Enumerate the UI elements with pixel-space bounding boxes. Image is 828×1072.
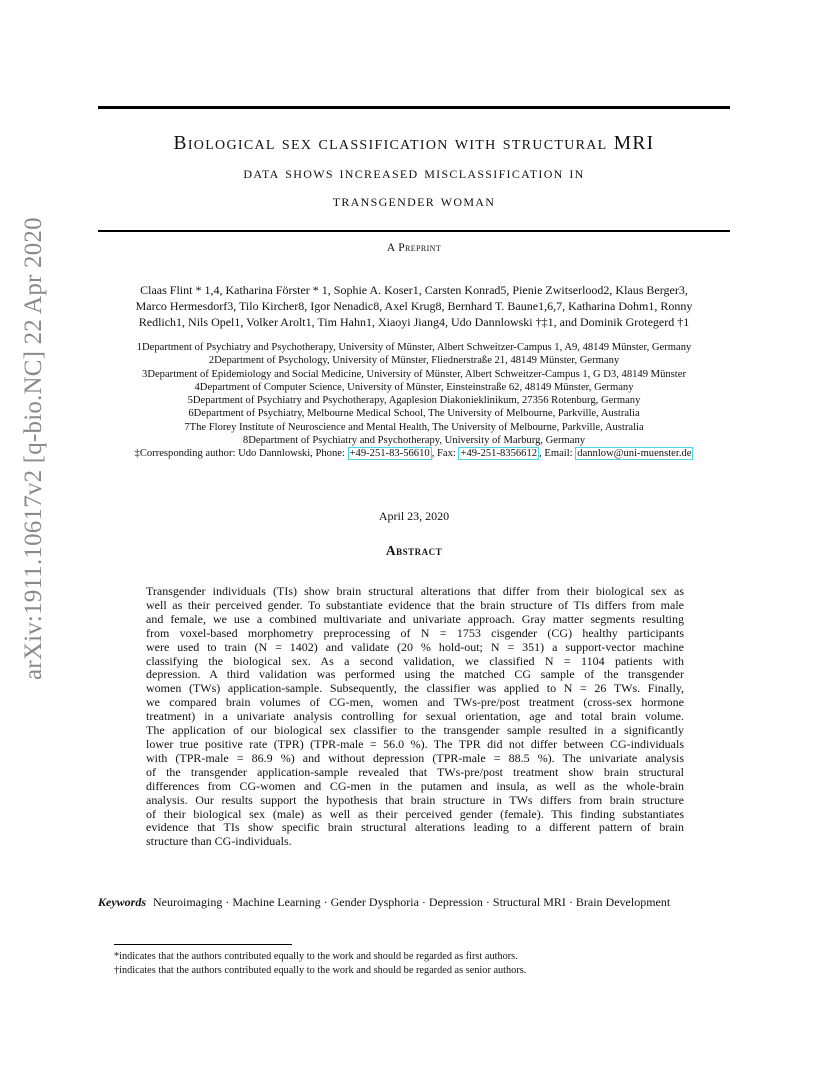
abstract-line: well as their perceived gender. To substantiate evidence that the brain structure of TIs differs from male xyxy=(146,597,684,612)
fax-label: , Fax: xyxy=(431,448,459,460)
abstract-line: lower true positive rate (TPR) (TPR-male = 56.0 %). The TPR did not differ between CG-individuals xyxy=(146,736,684,751)
keywords-label: Keywords xyxy=(98,895,146,909)
affiliation-line: 5Department of Psychiatry and Psychotherapy, Agaplesion Diakonieklinikum, 27356 Rotenburg, Germany xyxy=(187,395,641,407)
affiliation-list xyxy=(98,341,730,461)
abstract-line: analysis. Our results support the hypothesis that brain structure in TWs differs from brain structure xyxy=(146,792,684,807)
abstract-line: classifying the biological sex. As a second validation, we classified N = 1104 patients with xyxy=(146,653,684,668)
title-bottom-rule xyxy=(98,230,730,232)
abstract-line: we compared brain volumes of CG-men, women and TWs-pre/post treatment (cross-sex hormone xyxy=(146,695,684,710)
footnote-rule xyxy=(114,944,292,945)
keywords xyxy=(98,895,738,910)
abstract-line: evidence that TIs show specific brain structural alterations leading to a different pattern of brain xyxy=(146,820,684,835)
abstract-line: differences from CG-women and CG-men in the putamen and insula, as well as the whole-brain xyxy=(146,778,684,793)
footnotes xyxy=(114,950,714,978)
title-line: data shows increased misclassification in xyxy=(243,162,585,182)
corresponding-prefix: ‡Corresponding author: Udo Dannlowski, Phone: xyxy=(134,448,348,460)
author-line: Marco Hermesdorf3, Tilo Kircher8, Igor Nenadic8, Axel Krug8, Bernhard T. Baune1,6,7, Katharina Dohm1, Ronny xyxy=(135,299,693,313)
preprint-label: A Preprint xyxy=(386,242,442,254)
abstract-line: structure than CG-individuals. xyxy=(146,834,292,849)
abstract-line: from voxel-based morphometry preprocessing of N = 1753 cisgender (CG) healthy participants xyxy=(146,625,684,640)
abstract-body xyxy=(146,585,684,849)
email-link[interactable]: dannlow@uni-muenster.de xyxy=(577,448,692,460)
affiliation-line: 3Department of Epidemiology and Social Medicine, University of Münster, Albert Schweitzer-Campus 1, G D3, 48149 Münster xyxy=(142,368,686,380)
email-label: , Email: xyxy=(539,448,576,460)
abstract-line: women (TWs) application-sample. Subsequently, the classifier was applied to N = 26 TWs. Finally, xyxy=(146,681,684,696)
abstract-line: treatment) in a univariate analysis controlling for sexual orientation, age and total brain volume. xyxy=(146,709,684,724)
paper-title xyxy=(98,130,730,214)
footnote: †indicates that the authors contributed equally to the work and should be regarded as senior authors. xyxy=(114,965,527,976)
abstract-line: of the transgender application-sample revealed that TWs-pre/post treatment show brain structural xyxy=(146,764,684,779)
title-top-rule xyxy=(98,106,730,109)
fax-link[interactable]: +49-251-8356612 xyxy=(460,448,538,460)
keywords-text: Neuroimaging · Machine Learning · Gender Dysphoria · Depression · Structural MRI · Brain Development xyxy=(153,895,671,909)
abstract-line: Transgender individuals (TIs) show brain structural alterations that differ from their biological sex as xyxy=(146,584,684,598)
abstract-line: were used to train (N = 1402) and validate (20 % hold-out; N = 351) a support-vector machine xyxy=(146,639,684,654)
corresponding-author-line xyxy=(98,447,730,460)
affiliation-line: 2Department of Psychology, University of Münster, Fliednerstraße 21, 48149 Münster, Germany xyxy=(208,355,620,367)
title-line: Biological sex classification with structural MRI xyxy=(173,133,655,154)
arxiv-identifier: arXiv:1911.10617v2 [q-bio.NC] 22 Apr 2020 xyxy=(20,217,47,680)
author-list xyxy=(98,282,730,330)
author-line: Claas Flint * 1,4, Katharina Förster * 1, Sophie A. Koser1, Carsten Konrad5, Pienie Zwitserlood2, Klaus Berger3, xyxy=(140,283,688,297)
affiliation-line: 7The Florey Institute of Neuroscience and Mental Health, The University of Melbourne, Parkville, Australia xyxy=(184,421,644,433)
publication-date: April 23, 2020 xyxy=(378,509,450,523)
affiliation-line: 8Department of Psychiatry and Psychotherapy, University of Marburg, Germany xyxy=(242,435,586,447)
abstract-heading: Abstract xyxy=(385,543,443,558)
phone-link[interactable]: +49-251-83-56610 xyxy=(349,448,430,460)
abstract-line: with (TPR-male = 86.9 %) and without depression (TPR-male = 88.5 %). The univariate analysis xyxy=(146,750,684,765)
abstract-line: depression. A third validation was performed using the matched CG sample of the transgender xyxy=(146,667,684,682)
affiliation-line: 1Department of Psychiatry and Psychotherapy, University of Münster, Albert Schweitzer-Campus 1, A9, 48149 Münster, Germany xyxy=(136,342,692,353)
author-line: Redlich1, Nils Opel1, Volker Arolt1, Tim Hahn1, Xiaoyi Jiang4, Udo Dannlowski †‡1, and Dominik Grotegerd †1 xyxy=(138,315,690,329)
footnote: *indicates that the authors contributed equally to the work and should be regarded as first authors. xyxy=(114,951,518,962)
title-line: transgender woman xyxy=(332,190,496,210)
affiliation-line: 6Department of Psychiatry, Melbourne Medical School, The University of Melbourne, Parkville, Australia xyxy=(188,408,640,420)
abstract-line: The application of our biological sex classifier to the transgender sample resulted in a significantly xyxy=(146,723,684,738)
abstract-line: of their biological sex (male) as well as their perceived gender (female). This finding substantiates xyxy=(146,806,684,821)
abstract-line: and female, we use a combined multivariate and univariate approach. Gray matter segments resulting xyxy=(146,611,684,626)
affiliation-line: 4Department of Computer Science, University of Münster, Einsteinstraße 62, 48149 Münster, Germany xyxy=(194,381,634,393)
